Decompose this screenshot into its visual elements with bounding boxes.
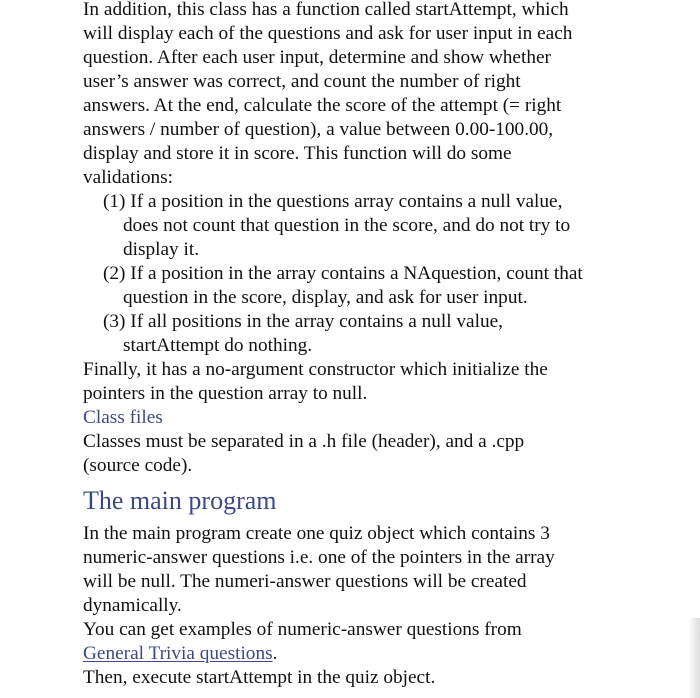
intro-line: answers / number of question), a value between 0.00-100.00, [83,119,554,140]
intro-line: will display each of the questions and ask for user input in each [83,23,573,44]
general-trivia-link[interactable]: General Trivia questions [83,643,273,664]
document-body [83,0,643,690]
trivia-link-line [83,642,643,666]
validation-item-2: (2) If a position in the array contains a NAquestion, count that [103,263,583,284]
validation-item-3: (3) If all positions in the array contains a null value, [103,311,503,332]
intro-line: answers. At the end, calculate the score of the attempt (= right [83,95,562,116]
validation-item-3-continuation: startAttempt do nothing. [123,335,313,356]
intro-line: In addition, this class has a function called startAttempt, which [83,0,569,20]
main-program-heading: The main program [83,486,277,515]
main-program-line: numeric-answer questions i.e. one of the pointers in the array [83,547,555,568]
finally-line: Finally, it has a no-argument constructor which initialize the [83,359,548,380]
main-program-line: In the main program create one quiz object which contains 3 [83,523,550,544]
finally-line: pointers in the question array to null. [83,383,368,404]
validation-item-1-continuation: does not count that question in the score, and do not try to [123,215,571,236]
class-files-heading: Class files [83,407,163,428]
intro-line: question. After each user input, determine and show whether [83,47,551,68]
validation-item-1: (1) If a position in the questions array contains a null value, [103,191,563,212]
intro-line: display and store it in score. This function will do some [83,143,512,164]
validation-item-1-continuation: display it. [123,239,200,260]
validation-item-2-continuation: question in the score, display, and ask for user input. [123,287,528,308]
main-program-final-line: Then, execute startAttempt in the quiz object. [83,667,436,688]
class-files-line: Classes must be separated in a .h file (header), and a .cpp [83,431,525,452]
trivia-link-suffix: . [272,643,278,664]
class-files-line: (source code). [83,455,193,476]
main-program-line: You can get examples of numeric-answer questions from [83,619,522,640]
page-edge-shadow [688,618,700,698]
intro-line: validations: [83,167,173,188]
main-program-line: will be null. The numeri-answer questions will be created [83,571,527,592]
main-program-line: dynamically. [83,595,182,616]
intro-line: user’s answer was correct, and count the number of right [83,71,521,92]
